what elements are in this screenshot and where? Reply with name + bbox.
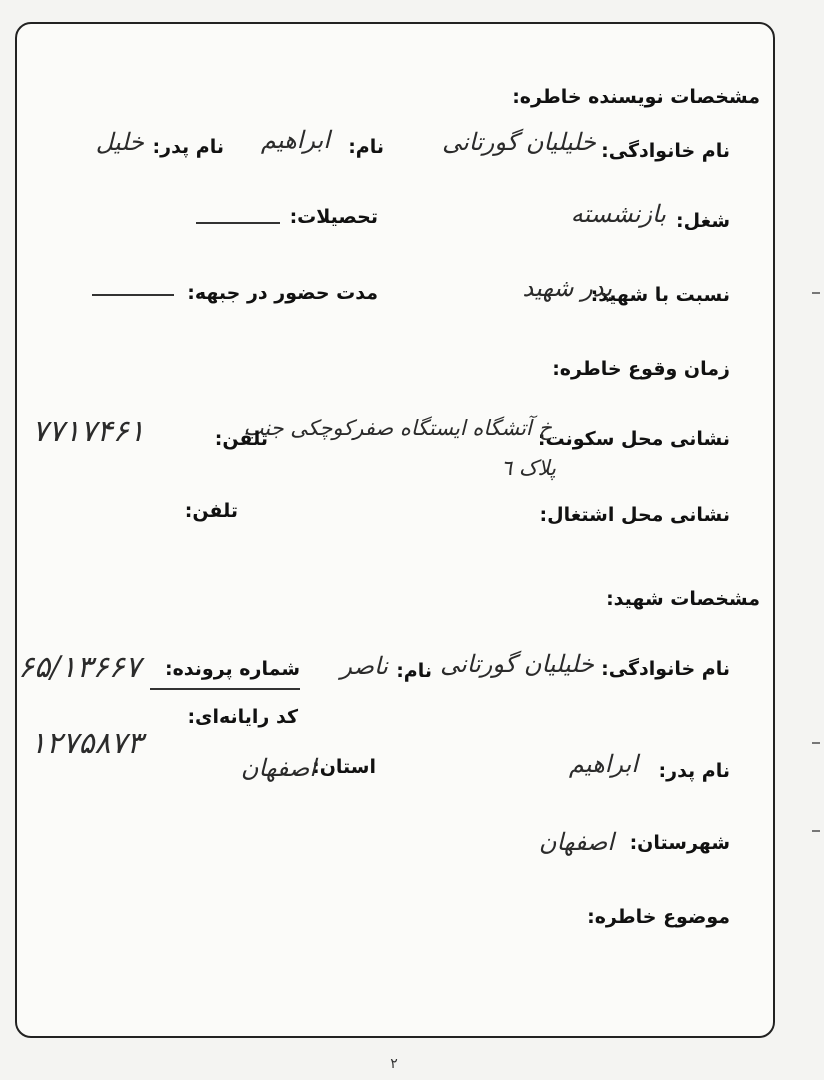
education-blank-line	[196, 222, 280, 224]
martyr-father-value: ابراهیم	[568, 750, 638, 778]
martyr-father-label: نام پدر:	[658, 760, 730, 782]
writer-relation-value: پدر شهید	[522, 274, 612, 302]
writer-name-label: نام:	[348, 136, 384, 158]
martyr-heading: مشخصات شهید:	[606, 588, 760, 610]
writer-home-address-value2: پلاک ٦	[500, 456, 556, 480]
martyr-family-label: نام خانوادگی:	[601, 658, 730, 680]
page-number: ۲	[390, 1056, 398, 1072]
writer-relation-label: نسبت با شهید:	[590, 284, 730, 306]
writer-home-address-value: خ آتشگاه ایستگاه صفرکوچکی جنب	[243, 416, 552, 440]
writer-education-label: تحصیلات:	[289, 206, 378, 228]
writer-family-value: خلیلیان گورتانی	[442, 128, 596, 156]
scan-mark	[812, 292, 820, 294]
martyr-computer-code-label: کد رایانه‌ای:	[187, 706, 298, 728]
martyr-name-label: نام:	[396, 660, 432, 682]
martyr-city-label: شهرستان:	[629, 832, 730, 854]
martyr-computer-code-value: ۱۲۷۵۸۷۳	[30, 726, 143, 761]
martyr-province-label: استان:	[312, 756, 376, 778]
writer-work-phone-label: تلفن:	[184, 500, 238, 522]
writer-event-time-label: زمان وقوع خاطره:	[552, 358, 730, 380]
writer-duration-label: مدت حضور در جبهه:	[187, 282, 378, 304]
martyr-topic-label: موضوع خاطره:	[587, 906, 730, 928]
form-frame	[15, 22, 775, 1038]
writer-job-value: بازنشسته	[570, 200, 666, 228]
scan-mark	[812, 830, 820, 832]
writer-family-label: نام خانوادگی:	[601, 140, 730, 162]
writer-father-label: نام پدر:	[152, 136, 224, 158]
martyr-file-number-label: شماره پرونده:	[164, 658, 300, 680]
scan-mark	[812, 742, 820, 744]
martyr-name-value: ناصر	[340, 652, 388, 680]
martyr-province-value: اصفهان	[240, 754, 316, 782]
writer-phone-label: تلفن:	[214, 428, 268, 450]
writer-phone-value: ۷۷۱۷۴۶۱	[32, 414, 145, 449]
writer-job-label: شغل:	[676, 210, 730, 232]
writer-father-value: خلیل	[95, 128, 144, 156]
writer-home-address-label: نشانی محل سکونت:	[537, 428, 730, 450]
file-number-underline	[150, 688, 300, 690]
martyr-file-number-value: ۶۵/۱۳۶۶۷	[18, 650, 141, 685]
duration-blank-line	[92, 294, 174, 296]
martyr-city-value: اصفهان	[538, 828, 614, 856]
writer-heading: مشخصات نویسنده خاطره:	[512, 86, 760, 108]
writer-work-address-label: نشانی محل اشتغال:	[539, 504, 730, 526]
martyr-family-value: خلیلیان گورتانی	[440, 650, 594, 678]
writer-name-value: ابراهیم	[260, 126, 330, 154]
